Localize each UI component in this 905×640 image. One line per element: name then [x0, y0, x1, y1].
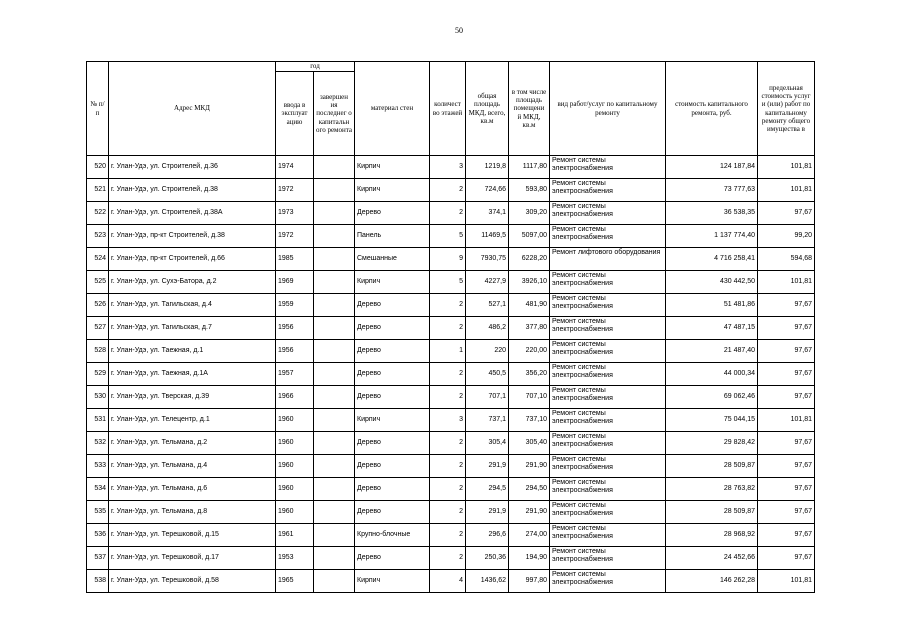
cell-no: 531 — [87, 409, 109, 432]
cell-cost: 51 481,86 — [666, 294, 758, 317]
cell-year-repair — [314, 501, 355, 524]
cell-address: г. Улан-Удэ, ул. Телецентр, д.1 — [109, 409, 276, 432]
cell-year-repair — [314, 294, 355, 317]
cell-limit-cost: 97,67 — [758, 317, 815, 340]
cell-address: г. Улан-Удэ, ул. Таежная, д.1А — [109, 363, 276, 386]
cell-cost: 69 062,46 — [666, 386, 758, 409]
cell-year-repair — [314, 455, 355, 478]
table-row — [87, 524, 815, 547]
cell-wall-material: Дерево — [355, 455, 430, 478]
cell-year-repair — [314, 570, 355, 593]
cell-no: 529 — [87, 363, 109, 386]
cell-year-start: 1972 — [276, 225, 314, 248]
cell-no: 521 — [87, 179, 109, 202]
header-year-group: год — [276, 62, 355, 72]
table-row — [87, 501, 815, 524]
cell-wall-material: Дерево — [355, 386, 430, 409]
cell-wall-material: Кирпич — [355, 156, 430, 179]
cell-address: г. Улан-Удэ, ул. Тагильская, д.4 — [109, 294, 276, 317]
cell-year-repair — [314, 547, 355, 570]
cell-work-type: Ремонт системы электроснабжения — [550, 455, 666, 478]
cell-limit-cost: 101,81 — [758, 409, 815, 432]
cell-cost: 146 262,28 — [666, 570, 758, 593]
cell-year-start: 1960 — [276, 432, 314, 455]
cell-room-area: 5097,00 — [509, 225, 550, 248]
table-header — [87, 62, 815, 156]
cell-total-area: 737,1 — [466, 409, 509, 432]
table-row — [87, 386, 815, 409]
cell-no: 522 — [87, 202, 109, 225]
table-row — [87, 547, 815, 570]
cell-floors: 5 — [430, 271, 466, 294]
cell-room-area: 377,80 — [509, 317, 550, 340]
cell-year-start: 1969 — [276, 271, 314, 294]
cell-no: 520 — [87, 156, 109, 179]
header-total-area: общая площадь МКД, всего, кв.м — [466, 62, 509, 156]
cell-limit-cost: 97,67 — [758, 340, 815, 363]
cell-no: 525 — [87, 271, 109, 294]
page-number: 50 — [455, 26, 463, 35]
cell-room-area: 1117,80 — [509, 156, 550, 179]
cell-year-repair — [314, 248, 355, 271]
cell-wall-material: Кирпич — [355, 409, 430, 432]
cell-cost: 4 716 258,41 — [666, 248, 758, 271]
cell-cost: 21 487,40 — [666, 340, 758, 363]
cell-year-repair — [314, 386, 355, 409]
cell-total-area: 294,5 — [466, 478, 509, 501]
table-row — [87, 478, 815, 501]
cell-floors: 5 — [430, 225, 466, 248]
cell-floors: 4 — [430, 570, 466, 593]
table-row — [87, 432, 815, 455]
cell-year-repair — [314, 202, 355, 225]
cell-no: 526 — [87, 294, 109, 317]
cell-address: г. Улан-Удэ, ул. Тельмана, д.8 — [109, 501, 276, 524]
cell-limit-cost: 101,81 — [758, 156, 815, 179]
cell-floors: 9 — [430, 248, 466, 271]
cell-cost: 28 509,87 — [666, 455, 758, 478]
cell-limit-cost: 594,68 — [758, 248, 815, 271]
table-row — [87, 455, 815, 478]
cell-year-repair — [314, 409, 355, 432]
cell-work-type: Ремонт системы электроснабжения — [550, 225, 666, 248]
cell-no: 537 — [87, 547, 109, 570]
cell-year-start: 1985 — [276, 248, 314, 271]
cell-limit-cost: 101,81 — [758, 570, 815, 593]
cell-year-start: 1961 — [276, 524, 314, 547]
cell-work-type: Ремонт лифтового оборудования — [550, 248, 666, 271]
cell-floors: 2 — [430, 547, 466, 570]
cell-address: г. Улан-Удэ, ул. Строителей, д.38 — [109, 179, 276, 202]
header-year-repair: завершен ия последнег о капитальн ого ремонта — [314, 72, 355, 156]
cell-floors: 2 — [430, 455, 466, 478]
cell-cost: 430 442,50 — [666, 271, 758, 294]
cell-total-area: 450,5 — [466, 363, 509, 386]
cell-wall-material: Кирпич — [355, 271, 430, 294]
cell-year-start: 1966 — [276, 386, 314, 409]
cell-address: г. Улан-Удэ, ул. Тельмана, д.4 — [109, 455, 276, 478]
cell-limit-cost: 97,67 — [758, 386, 815, 409]
cell-limit-cost: 97,67 — [758, 202, 815, 225]
cell-year-start: 1960 — [276, 455, 314, 478]
cell-wall-material: Дерево — [355, 501, 430, 524]
cell-limit-cost: 97,67 — [758, 501, 815, 524]
cell-total-area: 11469,5 — [466, 225, 509, 248]
cell-limit-cost: 97,67 — [758, 524, 815, 547]
table-row — [87, 202, 815, 225]
repair-table — [86, 61, 815, 593]
cell-total-area: 305,4 — [466, 432, 509, 455]
cell-room-area: 305,40 — [509, 432, 550, 455]
cell-work-type: Ремонт системы электроснабжения — [550, 501, 666, 524]
cell-work-type: Ремонт системы электроснабжения — [550, 570, 666, 593]
cell-room-area: 309,20 — [509, 202, 550, 225]
cell-floors: 2 — [430, 432, 466, 455]
header-work-type: вид работ/услуг по капитальному ремонту — [550, 62, 666, 156]
cell-room-area: 737,10 — [509, 409, 550, 432]
cell-wall-material: Дерево — [355, 340, 430, 363]
cell-work-type: Ремонт системы электроснабжения — [550, 202, 666, 225]
cell-total-area: 527,1 — [466, 294, 509, 317]
cell-cost: 73 777,63 — [666, 179, 758, 202]
cell-no: 527 — [87, 317, 109, 340]
table-row — [87, 409, 815, 432]
cell-work-type: Ремонт системы электроснабжения — [550, 386, 666, 409]
table-row — [87, 363, 815, 386]
cell-limit-cost: 97,67 — [758, 294, 815, 317]
cell-wall-material: Смешанные — [355, 248, 430, 271]
cell-year-repair — [314, 156, 355, 179]
cell-floors: 2 — [430, 524, 466, 547]
cell-cost: 124 187,84 — [666, 156, 758, 179]
cell-total-area: 291,9 — [466, 455, 509, 478]
cell-floors: 2 — [430, 363, 466, 386]
header-limit-cost: предельная стоимость услуг и (или) работ по капитальному ремонту общего имущества в — [758, 62, 815, 156]
cell-room-area: 194,90 — [509, 547, 550, 570]
header-address: Адрес МКД — [109, 62, 276, 156]
cell-total-area: 374,1 — [466, 202, 509, 225]
cell-wall-material: Дерево — [355, 317, 430, 340]
cell-room-area: 997,80 — [509, 570, 550, 593]
cell-limit-cost: 101,81 — [758, 179, 815, 202]
cell-wall-material: Кирпич — [355, 570, 430, 593]
cell-work-type: Ремонт системы электроснабжения — [550, 294, 666, 317]
cell-year-repair — [314, 432, 355, 455]
header-cost: стоимость капитального ремонта, руб. — [666, 62, 758, 156]
cell-wall-material: Дерево — [355, 432, 430, 455]
table-row — [87, 225, 815, 248]
cell-total-area: 7930,75 — [466, 248, 509, 271]
cell-year-start: 1953 — [276, 547, 314, 570]
cell-year-repair — [314, 225, 355, 248]
cell-room-area: 593,80 — [509, 179, 550, 202]
cell-wall-material: Дерево — [355, 478, 430, 501]
cell-work-type: Ремонт системы электроснабжения — [550, 409, 666, 432]
cell-work-type: Ремонт системы электроснабжения — [550, 524, 666, 547]
cell-total-area: 220 — [466, 340, 509, 363]
header-room-area: в том числе площадь помещени й МКД, кв.м — [509, 62, 550, 156]
cell-limit-cost: 101,81 — [758, 271, 815, 294]
cell-year-repair — [314, 179, 355, 202]
cell-year-start: 1965 — [276, 570, 314, 593]
cell-year-start: 1956 — [276, 317, 314, 340]
table-row — [87, 317, 815, 340]
cell-room-area: 274,00 — [509, 524, 550, 547]
cell-limit-cost: 97,67 — [758, 363, 815, 386]
cell-wall-material: Дерево — [355, 202, 430, 225]
cell-address: г. Улан-Удэ, ул. Тверская, д.39 — [109, 386, 276, 409]
cell-address: г. Улан-Удэ, ул. Строителей, д.36 — [109, 156, 276, 179]
cell-year-repair — [314, 340, 355, 363]
cell-year-repair — [314, 363, 355, 386]
cell-floors: 3 — [430, 156, 466, 179]
cell-no: 533 — [87, 455, 109, 478]
cell-year-start: 1957 — [276, 363, 314, 386]
cell-limit-cost: 97,67 — [758, 432, 815, 455]
cell-work-type: Ремонт системы электроснабжения — [550, 317, 666, 340]
cell-year-start: 1973 — [276, 202, 314, 225]
cell-no: 523 — [87, 225, 109, 248]
cell-address: г. Улан-Удэ, ул. Сухэ-Батора, д.2 — [109, 271, 276, 294]
cell-limit-cost: 97,67 — [758, 547, 815, 570]
cell-cost: 1 137 774,40 — [666, 225, 758, 248]
cell-year-start: 1974 — [276, 156, 314, 179]
cell-address: г. Улан-Удэ, ул. Тагильская, д.7 — [109, 317, 276, 340]
cell-no: 534 — [87, 478, 109, 501]
cell-room-area: 707,10 — [509, 386, 550, 409]
cell-address: г. Улан-Удэ, ул. Тельмана, д.2 — [109, 432, 276, 455]
cell-year-start: 1959 — [276, 294, 314, 317]
cell-room-area: 220,00 — [509, 340, 550, 363]
cell-limit-cost: 97,67 — [758, 455, 815, 478]
cell-wall-material: Крупно-блочные — [355, 524, 430, 547]
cell-work-type: Ремонт системы электроснабжения — [550, 340, 666, 363]
cell-floors: 3 — [430, 409, 466, 432]
table-row — [87, 294, 815, 317]
header-year-start: ввода в эксплуат ацию — [276, 72, 314, 156]
cell-no: 530 — [87, 386, 109, 409]
cell-work-type: Ремонт системы электроснабжения — [550, 432, 666, 455]
cell-floors: 2 — [430, 294, 466, 317]
header-floors: количест во этажей — [430, 62, 466, 156]
cell-work-type: Ремонт системы электроснабжения — [550, 156, 666, 179]
table-row — [87, 340, 815, 363]
cell-room-area: 6228,20 — [509, 248, 550, 271]
cell-total-area: 4227,9 — [466, 271, 509, 294]
table-row — [87, 179, 815, 202]
cell-total-area: 250,36 — [466, 547, 509, 570]
cell-room-area: 3926,10 — [509, 271, 550, 294]
cell-cost: 36 538,35 — [666, 202, 758, 225]
table-body — [87, 156, 815, 593]
cell-floors: 2 — [430, 202, 466, 225]
cell-address: г. Улан-Удэ, ул. Терешковой, д.58 — [109, 570, 276, 593]
cell-floors: 2 — [430, 501, 466, 524]
cell-total-area: 724,66 — [466, 179, 509, 202]
cell-no: 524 — [87, 248, 109, 271]
cell-work-type: Ремонт системы электроснабжения — [550, 547, 666, 570]
cell-floors: 2 — [430, 478, 466, 501]
cell-wall-material: Дерево — [355, 294, 430, 317]
cell-cost: 75 044,15 — [666, 409, 758, 432]
cell-address: г. Улан-Удэ, ул. Терешковой, д.15 — [109, 524, 276, 547]
cell-no: 536 — [87, 524, 109, 547]
cell-cost: 29 828,42 — [666, 432, 758, 455]
cell-limit-cost: 97,67 — [758, 478, 815, 501]
cell-floors: 2 — [430, 317, 466, 340]
cell-year-repair — [314, 271, 355, 294]
header-no: № п/п — [87, 62, 109, 156]
cell-wall-material: Дерево — [355, 363, 430, 386]
cell-address: г. Улан-Удэ, ул. Терешковой, д.17 — [109, 547, 276, 570]
table-row — [87, 248, 815, 271]
cell-room-area: 294,50 — [509, 478, 550, 501]
cell-total-area: 486,2 — [466, 317, 509, 340]
cell-work-type: Ремонт системы электроснабжения — [550, 179, 666, 202]
cell-address: г. Улан-Удэ, пр-кт Строителей, д.38 — [109, 225, 276, 248]
cell-work-type: Ремонт системы электроснабжения — [550, 363, 666, 386]
cell-cost: 44 000,34 — [666, 363, 758, 386]
cell-address: г. Улан-Удэ, ул. Тельмана, д.6 — [109, 478, 276, 501]
cell-wall-material: Кирпич — [355, 179, 430, 202]
cell-no: 532 — [87, 432, 109, 455]
cell-year-repair — [314, 524, 355, 547]
cell-total-area: 291,9 — [466, 501, 509, 524]
cell-wall-material: Панель — [355, 225, 430, 248]
cell-total-area: 1436,62 — [466, 570, 509, 593]
cell-year-repair — [314, 317, 355, 340]
header-wall-material: материал стен — [355, 62, 430, 156]
cell-cost: 47 487,15 — [666, 317, 758, 340]
table-row — [87, 156, 815, 179]
cell-room-area: 481,90 — [509, 294, 550, 317]
cell-year-start: 1956 — [276, 340, 314, 363]
table-row — [87, 570, 815, 593]
cell-room-area: 356,20 — [509, 363, 550, 386]
cell-no: 538 — [87, 570, 109, 593]
cell-total-area: 296,6 — [466, 524, 509, 547]
cell-work-type: Ремонт системы электроснабжения — [550, 478, 666, 501]
table-row — [87, 271, 815, 294]
cell-year-repair — [314, 478, 355, 501]
cell-address: г. Улан-Удэ, ул. Таежная, д.1 — [109, 340, 276, 363]
cell-work-type: Ремонт системы электроснабжения — [550, 271, 666, 294]
cell-year-start: 1960 — [276, 478, 314, 501]
cell-total-area: 707,1 — [466, 386, 509, 409]
cell-floors: 2 — [430, 386, 466, 409]
cell-year-start: 1972 — [276, 179, 314, 202]
cell-no: 528 — [87, 340, 109, 363]
cell-floors: 1 — [430, 340, 466, 363]
cell-address: г. Улан-Удэ, ул. Строителей, д.38А — [109, 202, 276, 225]
cell-floors: 2 — [430, 179, 466, 202]
cell-year-start: 1960 — [276, 409, 314, 432]
cell-cost: 28 509,87 — [666, 501, 758, 524]
cell-cost: 28 968,92 — [666, 524, 758, 547]
cell-no: 535 — [87, 501, 109, 524]
cell-limit-cost: 99,20 — [758, 225, 815, 248]
cell-address: г. Улан-Удэ, пр-кт Строителей, д.66 — [109, 248, 276, 271]
cell-wall-material: Дерево — [355, 547, 430, 570]
cell-total-area: 1219,8 — [466, 156, 509, 179]
cell-year-start: 1960 — [276, 501, 314, 524]
cell-cost: 24 452,66 — [666, 547, 758, 570]
cell-cost: 28 763,82 — [666, 478, 758, 501]
cell-room-area: 291,90 — [509, 501, 550, 524]
cell-room-area: 291,90 — [509, 455, 550, 478]
